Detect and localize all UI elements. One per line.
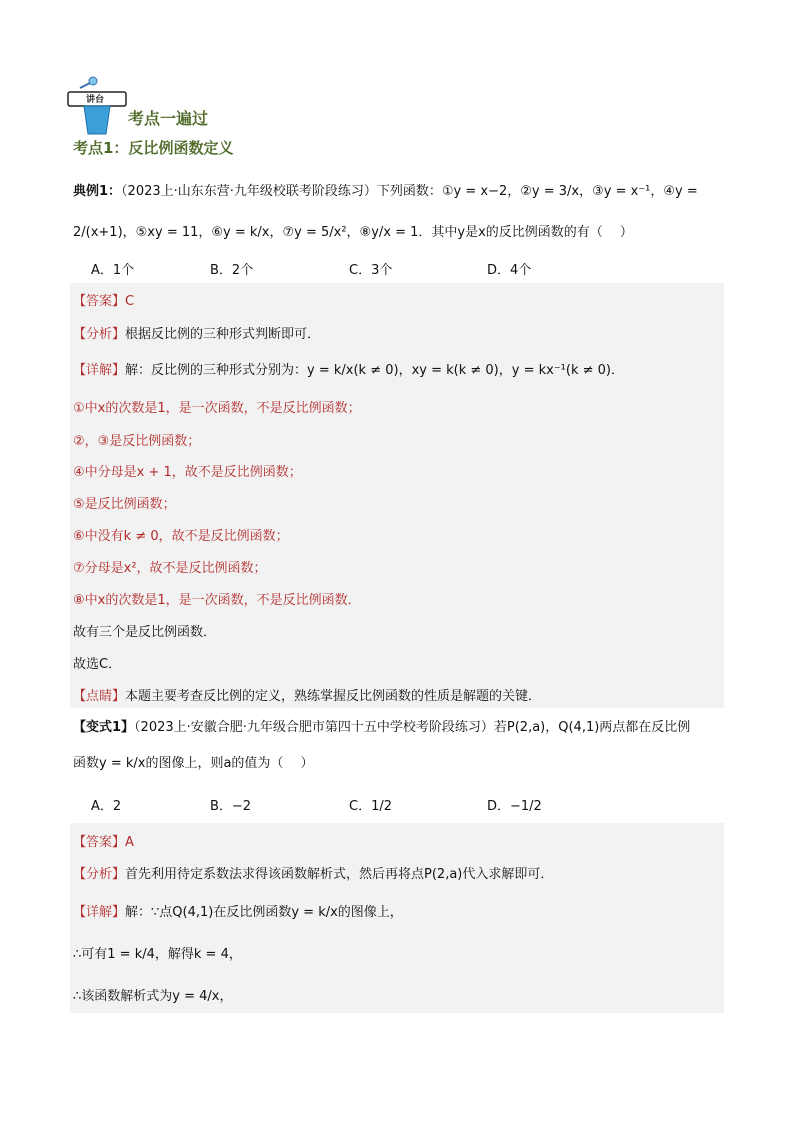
ex1-option-a: A．1个 xyxy=(91,263,135,278)
var1-option-d: D．−1/2 xyxy=(487,799,542,814)
ex1-option-d: D．4个 xyxy=(487,263,532,278)
var1-detail xyxy=(73,901,403,920)
ex1-item: ①中x的次数是1，是一次函数，不是反比例函数； xyxy=(73,401,361,416)
ex1-comment xyxy=(73,685,541,704)
answer-value: A xyxy=(125,835,134,850)
ex1-item: ⑤是反比例函数； xyxy=(73,497,176,512)
var1-label: 【变式1】 xyxy=(73,720,135,735)
answer-tag: 【答案】 xyxy=(73,294,126,309)
section-title: 考点一遍过 xyxy=(128,109,209,128)
ex1-question-line2: 2/(x+1)，⑤xy = 11，⑥y = k/x，⑦y = 5/x²，⑧y/x = 1．其中y是x的反比例函数的有（ ） xyxy=(73,225,633,240)
var1-option-b: B．−2 xyxy=(210,799,252,814)
logo-text: 讲台 xyxy=(86,95,105,105)
ex1-item: 故选C． xyxy=(73,657,122,672)
ex1-item: ④中分母是x + 1，故不是反比例函数； xyxy=(73,465,302,480)
ex1-item: 故有三个是反比例函数． xyxy=(73,625,217,640)
var1-question-line2: 函数y = k/x的图像上，则a的值为（ ） xyxy=(73,756,314,771)
ex1-option-c: C．3个 xyxy=(349,263,393,278)
lectern-logo xyxy=(66,74,128,136)
ex1-analysis xyxy=(73,323,320,342)
ex1-item: ②，③是反比例函数； xyxy=(73,434,201,449)
ex1-q-line1: ①y = x−2，②y = 3/x，③y = x⁻¹，④y = xyxy=(441,184,698,199)
ex1-item: ⑥中没有k ≠ 0，故不是反比例函数； xyxy=(73,529,289,544)
section-subtitle: 考点1：反比例函数定义 xyxy=(73,139,234,157)
analysis-text: 首先利用待定系数法求得该函数解析式，然后再将点P(2,a)代入求解即可． xyxy=(125,867,554,882)
answer-tag: 【答案】 xyxy=(73,835,126,850)
ex1-item: ⑧中x的次数是1，是一次函数，不是反比例函数． xyxy=(73,593,361,608)
ex1-detail xyxy=(73,359,624,378)
ex1-option-b: B．2个 xyxy=(210,263,254,278)
ex1-question-line1 xyxy=(73,180,698,199)
ex1-label: 典例1： xyxy=(73,184,122,199)
comment-tag: 【点睛】 xyxy=(73,689,126,704)
var1-q-line1: （2023上·安徽合肥·九年级合肥市第四十五中学校考阶段练习）若P(2,a)，Q(4,1)两点都在反比例 xyxy=(134,720,691,735)
detail-text: 解：反比例的三种形式分别为：y = k/x(k ≠ 0)，xy = k(k ≠ 0)，y = kx⁻¹(k ≠ 0)． xyxy=(125,363,624,378)
var1-step: ∴可有1 = k/4，解得k = 4， xyxy=(73,947,242,962)
analysis-tag: 【分析】 xyxy=(73,867,126,882)
var1-analysis xyxy=(73,863,553,882)
answer-value: C xyxy=(125,294,135,309)
detail-tag: 【详解】 xyxy=(73,905,126,920)
ex1-source: （2023上·山东东营·九年级校联考阶段练习）下列函数： xyxy=(121,184,442,199)
analysis-text: 根据反比例的三种形式判断即可． xyxy=(125,327,321,342)
var1-option-a: A．2 xyxy=(91,799,122,814)
detail-text: 解：∵点Q(4,1)在反比例函数y = k/x的图像上， xyxy=(125,905,403,920)
ex1-answer xyxy=(73,290,134,309)
var1-option-c: C．1/2 xyxy=(349,799,392,814)
comment-text: 本题主要考查反比例的定义，熟练掌握反比例函数的性质是解题的关键． xyxy=(125,689,542,704)
var1-answer xyxy=(73,831,134,850)
detail-tag: 【详解】 xyxy=(73,363,126,378)
var1-question-line1 xyxy=(73,716,690,735)
var1-step: ∴该函数解析式为y = 4/x， xyxy=(73,989,233,1004)
ex1-item: ⑦分母是x²，故不是反比例函数； xyxy=(73,561,267,576)
analysis-tag: 【分析】 xyxy=(73,327,126,342)
